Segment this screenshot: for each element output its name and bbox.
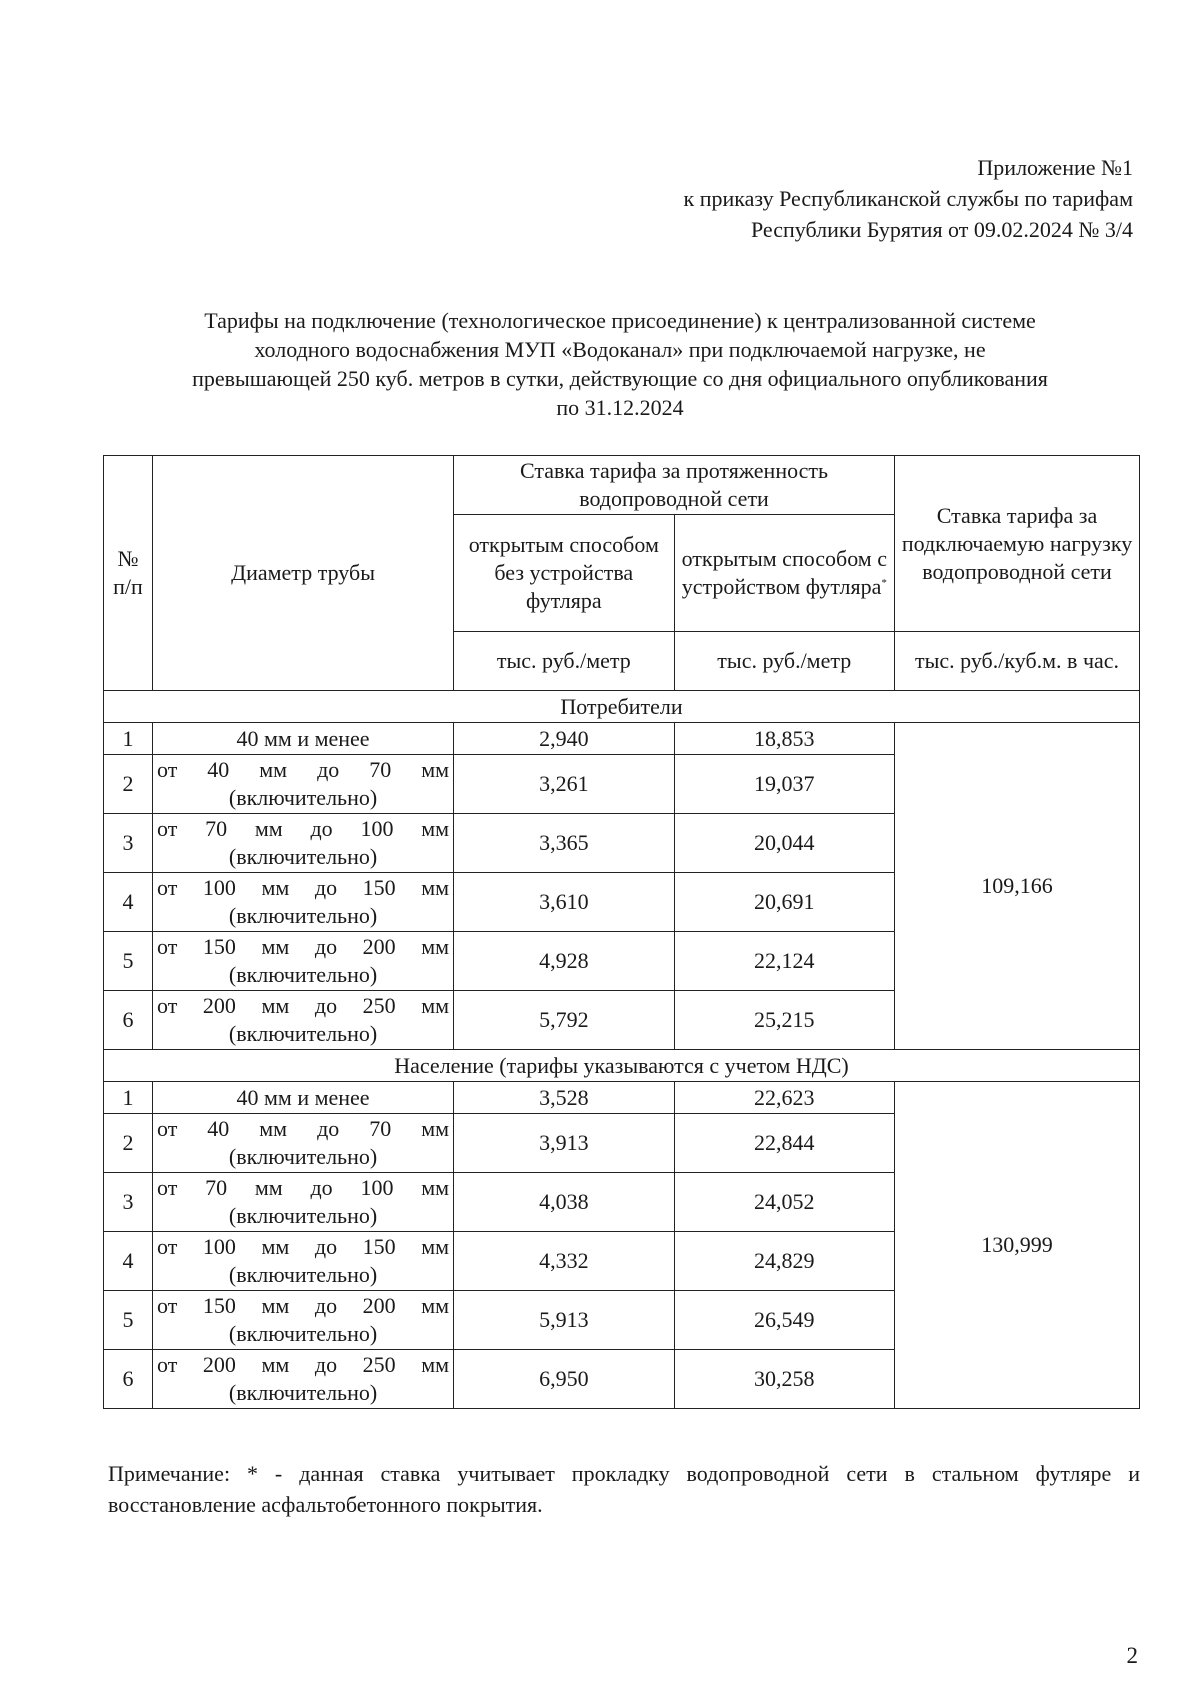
diameter-inclusive: (включительно) xyxy=(228,1144,378,1169)
diameter-range: от 200 мм до 250 мм xyxy=(156,1352,450,1377)
row-number: 4 xyxy=(104,873,153,932)
header-load-rate: Ставка тарифа за подключаемую нагрузку водопроводной сети xyxy=(895,456,1140,632)
rate-open-no-case: 4,332 xyxy=(454,1232,674,1291)
diameter-range: от 100 мм до 150 мм xyxy=(156,875,450,900)
row-number: 4 xyxy=(104,1232,153,1291)
header-diameter: Диаметр трубы xyxy=(152,456,453,691)
rate-open-with-case: 24,829 xyxy=(674,1232,894,1291)
rate-load: 109,166 xyxy=(895,723,1140,1050)
row-diameter xyxy=(152,814,453,873)
diameter-range: от 100 мм до 150 мм xyxy=(156,1234,450,1259)
diameter-inclusive: (включительно) xyxy=(228,844,378,869)
row-number: 6 xyxy=(104,991,153,1050)
row-number: 3 xyxy=(104,1173,153,1232)
header-no: № п/п xyxy=(104,456,153,691)
row-number: 6 xyxy=(104,1350,153,1409)
row-diameter: 40 мм и менее xyxy=(152,1082,453,1114)
row-diameter xyxy=(152,1114,453,1173)
row-diameter xyxy=(152,1291,453,1350)
diameter-inclusive: (включительно) xyxy=(228,785,378,810)
diameter-inclusive: (включительно) xyxy=(228,1321,378,1346)
appendix-order-date: Республики Бурятия от 09.02.2024 № 3/4 xyxy=(750,217,1133,242)
appendix-order: к приказу Республиканской службы по тарифам xyxy=(683,186,1133,211)
diameter-range: от 40 мм до 70 мм xyxy=(156,1116,450,1141)
row-diameter xyxy=(152,1350,453,1409)
rate-open-with-case: 30,258 xyxy=(674,1350,894,1409)
row-number: 3 xyxy=(104,814,153,873)
row-number: 1 xyxy=(104,723,153,755)
rate-open-with-case: 22,844 xyxy=(674,1114,894,1173)
document-title xyxy=(95,306,1145,422)
appendix-number: Приложение №1 xyxy=(977,155,1133,180)
row-number: 5 xyxy=(104,1291,153,1350)
section-label: Потребители xyxy=(104,691,1140,723)
rate-open-with-case: 24,052 xyxy=(674,1173,894,1232)
row-diameter xyxy=(152,873,453,932)
rate-open-with-case: 25,215 xyxy=(674,991,894,1050)
diameter-range: от 150 мм до 200 мм xyxy=(156,1293,450,1318)
row-diameter xyxy=(152,755,453,814)
rate-open-with-case: 19,037 xyxy=(674,755,894,814)
header-length-rate: Ставка тарифа за протяженность водопроводной сети xyxy=(454,456,895,515)
appendix-reference xyxy=(684,152,1133,245)
row-number: 1 xyxy=(104,1082,153,1114)
rate-open-with-case: 20,691 xyxy=(674,873,894,932)
title-line-2: холодного водоснабжения МУП «Водоканал» при подключаемой нагрузке, не xyxy=(254,337,986,362)
section-row xyxy=(104,691,1140,723)
rate-open-with-case: 22,623 xyxy=(674,1082,894,1114)
page-number: 2 xyxy=(1126,1643,1138,1668)
row-number: 2 xyxy=(104,1114,153,1173)
section-row xyxy=(104,1050,1140,1082)
diameter-range: от 70 мм до 100 мм xyxy=(156,1175,450,1200)
rate-open-no-case: 2,940 xyxy=(454,723,674,755)
row-number: 5 xyxy=(104,932,153,991)
diameter-inclusive: (включительно) xyxy=(228,903,378,928)
header-unit-meter-b: тыс. руб./метр xyxy=(674,632,894,691)
diameter-inclusive: (включительно) xyxy=(228,1021,378,1046)
section-label: Население (тарифы указываются с учетом НДС) xyxy=(104,1050,1140,1082)
rate-open-with-case: 26,549 xyxy=(674,1291,894,1350)
title-line-3: превышающей 250 куб. метров в сутки, действующие со дня официального опубликования xyxy=(192,366,1048,391)
row-diameter xyxy=(152,991,453,1050)
diameter-range: от 150 мм до 200 мм xyxy=(156,934,450,959)
rate-open-no-case: 3,610 xyxy=(454,873,674,932)
rate-open-no-case: 6,950 xyxy=(454,1350,674,1409)
rate-open-no-case: 3,365 xyxy=(454,814,674,873)
diameter-range: от 70 мм до 100 мм xyxy=(156,816,450,841)
header-unit-meter-a: тыс. руб./метр xyxy=(454,632,674,691)
header-open-with-case: открытым способом с устройством футляра xyxy=(681,546,887,599)
row-number: 2 xyxy=(104,755,153,814)
title-line-4: по 31.12.2024 xyxy=(556,395,684,420)
footnote: Примечание: * - данная ставка учитывает прокладку водопроводной сети в стальном футляре и восстановление асфальтобетонного покрытия. xyxy=(108,1461,1140,1517)
row-diameter: 40 мм и менее xyxy=(152,723,453,755)
rate-open-no-case: 4,038 xyxy=(454,1173,674,1232)
rate-open-no-case: 5,913 xyxy=(454,1291,674,1350)
rate-open-no-case: 3,528 xyxy=(454,1082,674,1114)
diameter-range: от 200 мм до 250 мм xyxy=(156,993,450,1018)
rate-open-no-case: 5,792 xyxy=(454,991,674,1050)
rate-load: 130,999 xyxy=(895,1082,1140,1409)
diameter-inclusive: (включительно) xyxy=(228,1203,378,1228)
row-diameter xyxy=(152,932,453,991)
diameter-inclusive: (включительно) xyxy=(228,1380,378,1405)
row-diameter xyxy=(152,1173,453,1232)
rate-open-with-case: 20,044 xyxy=(674,814,894,873)
header-open-no-case: открытым способом без устройства футляра xyxy=(454,515,674,632)
header-unit-load: тыс. руб./куб.м. в час. xyxy=(895,632,1140,691)
diameter-inclusive: (включительно) xyxy=(228,1262,378,1287)
rate-open-with-case: 22,124 xyxy=(674,932,894,991)
rate-open-no-case: 3,913 xyxy=(454,1114,674,1173)
rate-open-no-case: 4,928 xyxy=(454,932,674,991)
footnote-star: * xyxy=(881,577,887,589)
diameter-range: от 40 мм до 70 мм xyxy=(156,757,450,782)
rate-open-with-case: 18,853 xyxy=(674,723,894,755)
header-open-with-case-cell xyxy=(674,515,894,632)
tariff-table xyxy=(103,455,1140,1409)
diameter-inclusive: (включительно) xyxy=(228,962,378,987)
title-line-1: Тарифы на подключение (технологическое присоединение) к централизованной системе xyxy=(204,308,1036,333)
row-diameter xyxy=(152,1232,453,1291)
table-row xyxy=(104,1082,1140,1114)
rate-open-no-case: 3,261 xyxy=(454,755,674,814)
table-row xyxy=(104,723,1140,755)
